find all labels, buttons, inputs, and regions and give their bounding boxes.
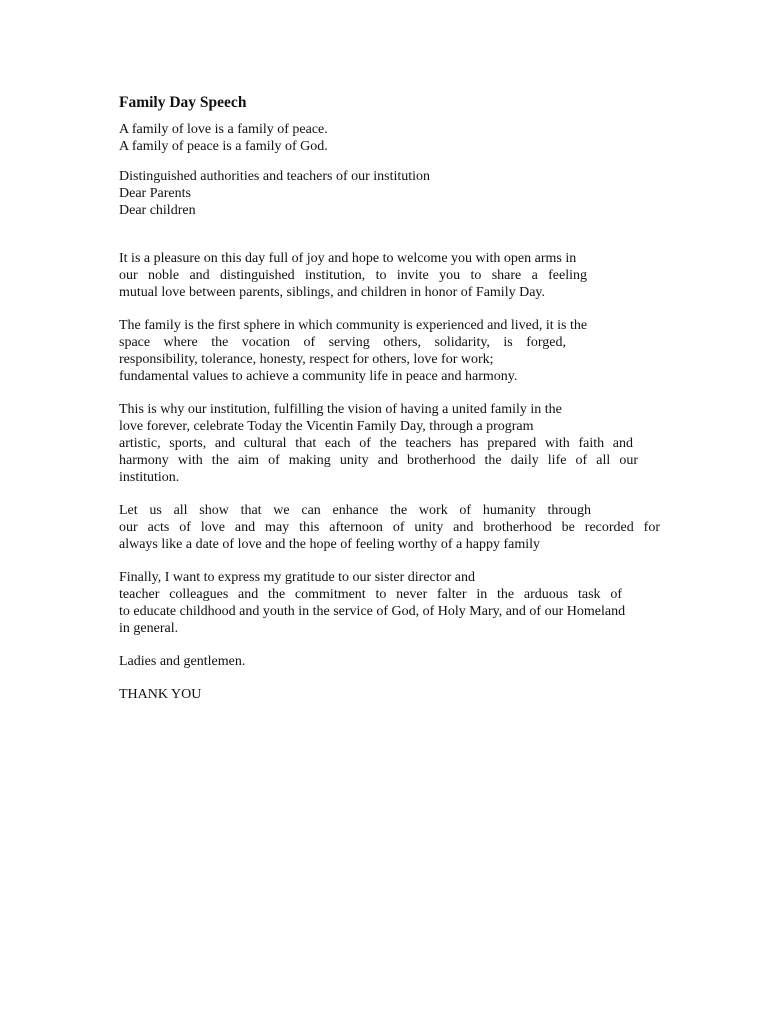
paragraph-line: always like a date of love and the hope of feeling worthy of a happy family xyxy=(119,537,541,552)
paragraph-line: fundamental values to achieve a community life in peace and harmony. xyxy=(119,369,518,384)
paragraph-line: our noble and distinguished institution, to invite you to share a feeling xyxy=(119,268,587,283)
paragraph-line: responsibility, tolerance, honesty, respect for others, love for work; xyxy=(119,352,494,367)
paragraph-institution xyxy=(119,401,685,486)
motto-line: A family of love is a family of peace. xyxy=(119,122,328,137)
paragraph-line: Finally, I want to express my gratitude to our sister director and xyxy=(119,570,476,585)
motto-line: A family of peace is a family of God. xyxy=(119,139,328,154)
closing-line: Ladies and gentlemen. xyxy=(119,654,246,669)
signoff-line: THANK YOU xyxy=(119,687,202,702)
paragraph-line: artistic, sports, and cultural that each of the teachers has prepared with faith and xyxy=(119,436,633,451)
paragraph-line: The family is the first sphere in which community is experienced and lived, it is the xyxy=(119,318,588,333)
paragraph-line: love forever, celebrate Today the Vicentin Family Day, through a program xyxy=(119,419,534,434)
paragraph-line: This is why our institution, fulfilling the vision of having a united family in the xyxy=(119,402,562,417)
greeting-line: Dear Parents xyxy=(119,186,191,201)
paragraph-line: in general. xyxy=(119,621,179,636)
closing-block xyxy=(119,653,685,670)
paragraph-welcome xyxy=(119,250,685,301)
paragraph-line: to educate childhood and youth in the service of God, of Holy Mary, and of our Homeland xyxy=(119,604,626,619)
document-title: Family Day Speech xyxy=(119,94,247,111)
signoff-block xyxy=(119,686,685,703)
paragraph-line: our acts of love and may this afternoon of unity and brotherhood be recorded for xyxy=(119,520,660,535)
greetings-block xyxy=(119,168,685,219)
paragraph-line: It is a pleasure on this day full of joy and hope to welcome you with open arms in xyxy=(119,251,577,266)
document-page xyxy=(119,93,685,703)
paragraph-humanity xyxy=(119,502,685,553)
paragraph-line: institution. xyxy=(119,470,180,485)
paragraph-gratitude xyxy=(119,569,685,637)
paragraph-line: space where the vocation of serving others, solidarity, is forged, xyxy=(119,335,566,350)
paragraph-family xyxy=(119,317,685,385)
greeting-line: Distinguished authorities and teachers of our institution xyxy=(119,169,431,184)
paragraph-line: mutual love between parents, siblings, and children in honor of Family Day. xyxy=(119,285,546,300)
paragraph-line: Let us all show that we can enhance the work of humanity through xyxy=(119,503,591,518)
greeting-line: Dear children xyxy=(119,203,196,218)
paragraph-line: teacher colleagues and the commitment to never falter in the arduous task of xyxy=(119,587,622,602)
paragraph-line: harmony with the aim of making unity and brotherhood the daily life of all our xyxy=(119,453,638,468)
motto-block xyxy=(119,121,685,155)
